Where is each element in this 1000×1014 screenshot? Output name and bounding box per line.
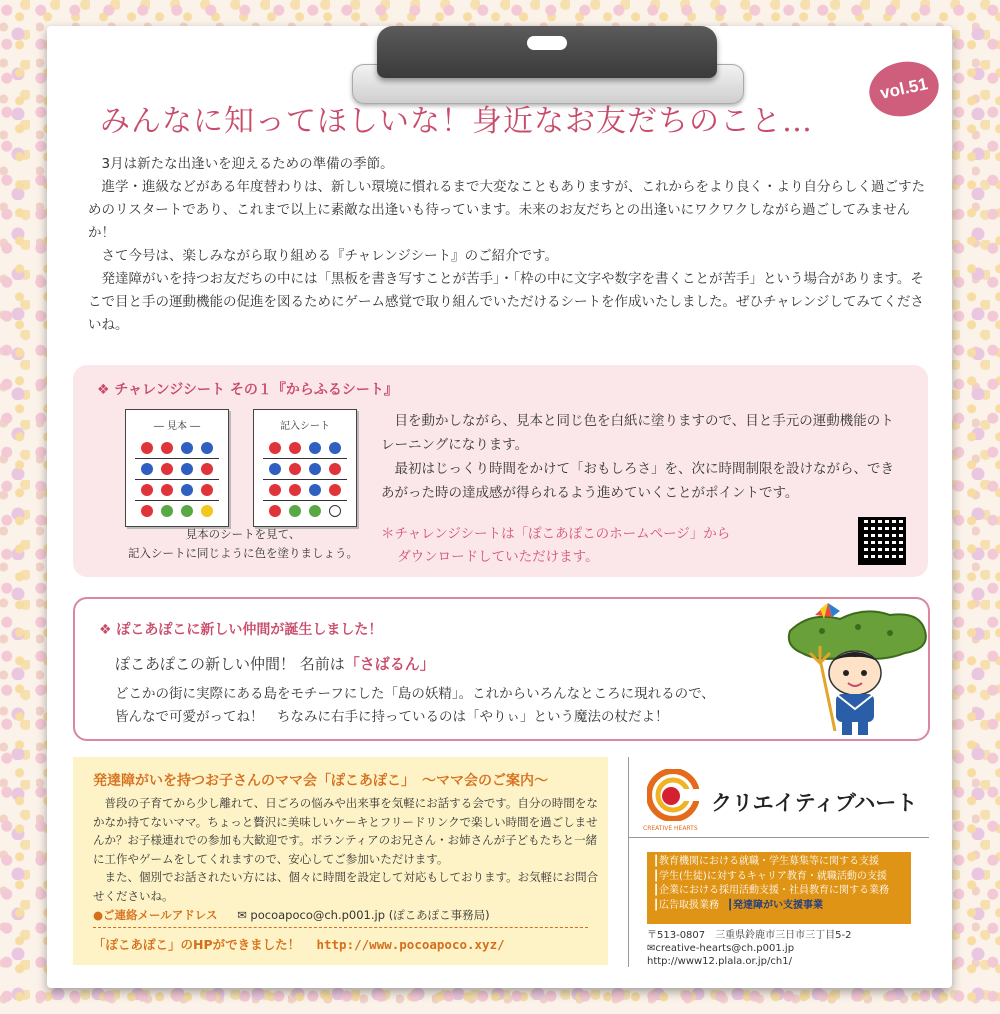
sheet-caption — [113, 525, 373, 563]
intro-paragraph: 進学・進級などがある年度替わりは、新しい環境に慣れるまで大変なこともありますが、これからをより良く・より自分らしく過ごすためのリスタートであり、これまで以上に素敵な出逢いも待っています。未来のお友だちとの出逢いにワクワクしながら過ごしてみませんか！ — [88, 179, 925, 241]
contact-email-note: (ぽこあぽこ事務局) — [388, 908, 490, 922]
challenge-description — [381, 409, 901, 505]
color-dot — [181, 463, 193, 475]
color-dot — [309, 442, 321, 454]
company-header — [629, 757, 929, 838]
dot-row — [135, 459, 219, 480]
color-dot — [329, 442, 341, 454]
color-dot — [269, 505, 281, 517]
download-note — [381, 523, 841, 569]
color-dot — [309, 463, 321, 475]
caption-line: 記入シートに同じように色を塗りましょう。 — [128, 546, 358, 560]
divider — [93, 927, 588, 928]
creative-hearts-logo-icon — [647, 769, 699, 821]
dot-row — [263, 480, 347, 501]
contact-email-link[interactable]: ✉ pocoapoco@ch.p001.jp — [237, 908, 386, 922]
color-dot — [161, 463, 173, 475]
dot-row — [263, 438, 347, 459]
color-dot — [181, 484, 193, 496]
dot-row — [135, 501, 219, 521]
homepage-info — [93, 935, 505, 953]
company-email-link[interactable]: ✉creative-hearts@ch.p001.jp — [647, 943, 795, 954]
qr-code-icon[interactable] — [858, 517, 906, 565]
color-dot — [141, 442, 153, 454]
color-dot — [269, 463, 281, 475]
color-dot — [201, 463, 213, 475]
company-info — [628, 757, 929, 967]
caption-line: 見本のシートを見て、 — [185, 527, 301, 541]
page-title: みんなに知ってほしいな！身近なお友だちのこと… — [100, 104, 813, 139]
mama-meeting-box — [73, 757, 608, 965]
intro-text — [88, 153, 933, 337]
service-item: ┃学生(生徒)に対するキャリア教育・就職活動の支援 — [653, 870, 887, 882]
service-item: ┃教育機関における就職・学生募集等に関する支援 — [653, 856, 880, 867]
color-dot — [181, 505, 193, 517]
mascot-sabarun-icon — [780, 601, 930, 739]
color-dot — [289, 463, 301, 475]
color-dot — [329, 505, 341, 517]
mama-paragraph: また、個別でお話されたい方には、個々に時間を設定して対応もしております。お気軽にお問合せくださいね。 — [93, 870, 599, 903]
heading-prefix: ぽこあぽこの新しい仲間！ 名前は — [115, 655, 345, 673]
dot-row — [263, 501, 347, 521]
new-friend-text — [115, 683, 795, 729]
color-dot — [201, 484, 213, 496]
entry-sheet-label: 記入シート — [280, 421, 330, 432]
download-line: ダウンロードしていただけます。 — [397, 549, 599, 565]
entry-dot-grid — [263, 438, 347, 521]
volume-badge: vol.51 — [864, 55, 944, 122]
intro-paragraph: 発達障がいを持つお友だちの中には「黒板を書き写すことが苦手」・「枠の中に文字や数字を書くことが苦手」という場合があります。そこで目と手の運動機能の促進を図るためにゲーム感覚で取り組んでいただけるシートを作成いたしました。ぜひチャレンジしてみてくださいね。 — [88, 271, 924, 333]
service-item-highlight: ┃発達障がい支援事業 — [727, 899, 824, 911]
new-friend-line: どこかの街に実際にある島をモチーフにした「島の妖精」。これからいろんなところに現れるので、 — [115, 686, 715, 702]
color-dot — [309, 505, 321, 517]
color-dot — [269, 442, 281, 454]
entry-sheet — [253, 409, 357, 527]
dot-row — [135, 480, 219, 501]
homepage-label: 「ぽこあぽこ」のHPができました！ — [93, 937, 301, 952]
new-friend-heading — [115, 653, 435, 674]
company-name: クリエイティブハート — [711, 791, 918, 815]
contact-info — [93, 907, 490, 923]
clip-hole — [527, 36, 567, 50]
service-item-last — [653, 899, 905, 914]
contact-label: ●ご連絡メールアドレス — [93, 908, 218, 922]
service-list — [647, 852, 911, 924]
sample-sheet-label: ― 見本 ― — [153, 421, 201, 432]
homepage-url-link[interactable]: http://www.pocoapoco.xyz/ — [316, 937, 505, 952]
challenge-paragraph: 目を動かしながら、見本と同じ色を白紙に塗りますので、目と手元の運動機能のトレーニングになります。 — [381, 413, 894, 453]
sample-dot-grid — [135, 438, 219, 521]
color-dot — [141, 505, 153, 517]
challenge-title: ❖ チャレンジシート その１『からふるシート』 — [97, 382, 398, 398]
color-dot — [269, 484, 281, 496]
color-dot — [309, 484, 321, 496]
color-dot — [141, 463, 153, 475]
color-dot — [329, 484, 341, 496]
color-dot — [201, 505, 213, 517]
mascot-name: 「さばるん」 — [344, 655, 435, 673]
new-friend-title: ❖ ぽこあぽこに新しい仲間が誕生しました！ — [99, 622, 383, 638]
intro-paragraph: 3月は新たな出逢いを迎えるための準備の季節。 — [101, 156, 394, 172]
color-dot — [181, 442, 193, 454]
color-dot — [329, 463, 341, 475]
mama-paragraph: 普段の子育てから少し離れて、日ごろの悩みや出来事を気軽にお話する会です。自分の時間をなかなか持てないママ。ちょっと贅沢に美味しいケーキとフリードリンクで楽しい時間を過ごしませんか？お子様連れでの参加も大歓迎です。ボランティアのお兄さん・お姉さんが子どもたちと一緒に工作やゲームをしてくれますので、安心してご参加いただけます。 — [93, 796, 598, 866]
company-address — [647, 929, 851, 968]
service-item: ┃広告取扱業務 — [653, 899, 720, 911]
new-friend-box — [73, 597, 930, 741]
color-dot — [161, 505, 173, 517]
dot-row — [135, 438, 219, 459]
color-dot — [289, 484, 301, 496]
color-dot — [201, 442, 213, 454]
service-item: ┃企業における採用活動支援・社員教育に関する業務 — [653, 885, 890, 896]
color-dot — [289, 505, 301, 517]
color-dot — [141, 484, 153, 496]
mama-meeting-text — [93, 794, 603, 905]
company-url-link[interactable]: http://www12.plala.or.jp/ch1/ — [647, 956, 792, 967]
clipboard-clip — [377, 26, 717, 78]
intro-paragraph: さて今号は、楽しみながら取り組める『チャレンジシート』のご紹介です。 — [101, 248, 559, 264]
new-friend-line: 皆んなで可愛がってね！ ちなみに右手に持っているのは「やりぃ」という魔法の杖だよ！ — [115, 709, 669, 725]
color-dot — [161, 442, 173, 454]
color-dot — [289, 442, 301, 454]
color-dot — [161, 484, 173, 496]
challenge-sheet-box — [73, 365, 928, 577]
logo-subtitle: CREATIVE HEARTS — [643, 825, 698, 832]
download-line: ＊チャレンジシートは「ぽこあぽこのホームページ」から — [381, 526, 731, 542]
postal-address: 〒513-0807 三重県鈴鹿市三日市三丁目5-2 — [647, 930, 852, 941]
sample-sheet — [125, 409, 229, 527]
mama-meeting-title: 発達障がいを持つお子さんのママ会「ぽこあぽこ」 ～ママ会のご案内～ — [93, 773, 548, 789]
challenge-paragraph: 最初はじっくり時間をかけて「おもしろさ」を、次に時間制限を設けながら、できあがった時の達成感が得られるよう進めていくことがポイントです。 — [381, 461, 894, 501]
dot-row — [263, 459, 347, 480]
